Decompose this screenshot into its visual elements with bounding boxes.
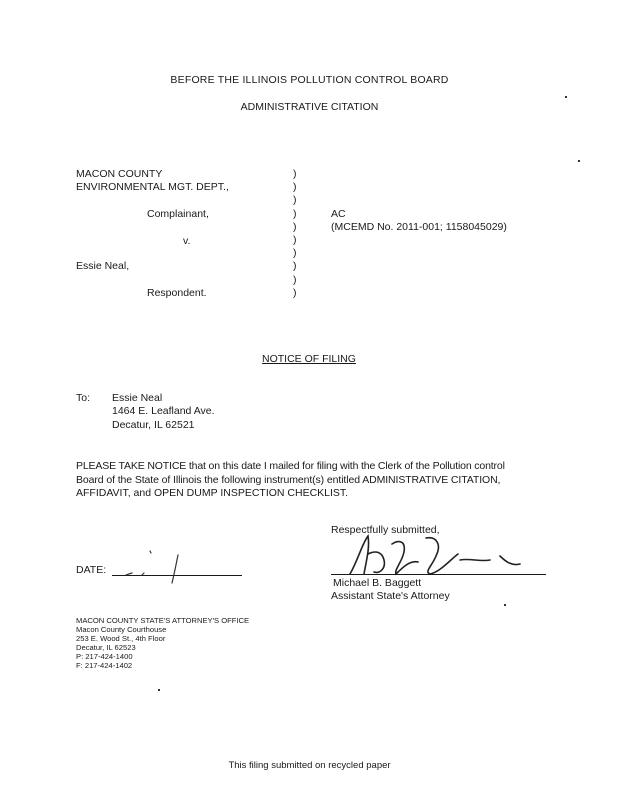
signer-name: Michael B. Baggett [333, 577, 422, 589]
notice-heading: NOTICE OF FILING [262, 353, 356, 365]
complainant-role: Complainant, [147, 208, 209, 220]
scan-speck [578, 160, 580, 162]
paren-mark: ) [293, 181, 297, 194]
office-line-5: P: 217-424-1400 [76, 652, 133, 661]
case-label: AC [331, 208, 346, 220]
complainant-line-2: ENVIRONMENTAL MGT. DEPT., [76, 181, 229, 193]
complainant-line-1: MACON COUNTY [76, 168, 163, 180]
recipient-street: 1464 E. Leafland Ave. [112, 405, 215, 417]
signature-line [331, 574, 546, 575]
handwritten-signature-image [340, 530, 540, 578]
paren-mark: ) [293, 273, 297, 286]
to-label: To: [76, 392, 91, 404]
signature-closing: Respectfully submitted, [331, 524, 440, 536]
scan-speck [158, 689, 160, 691]
signer-title: Assistant State's Attorney [331, 590, 450, 602]
respondent-role: Respondent. [147, 287, 207, 299]
case-number: (MCEMD No. 2011-001; 1158045029) [331, 221, 507, 233]
document-title: BEFORE THE ILLINOIS POLLUTION CONTROL BOARD [170, 74, 449, 86]
paren-mark: ) [293, 260, 297, 273]
document-subtitle: ADMINISTRATIVE CITATION [240, 101, 379, 113]
notice-body-line-1: PLEASE TAKE NOTICE that on this date I mailed for filing with the Clerk of the Pollution control [76, 460, 505, 472]
paren-mark: ) [293, 247, 297, 260]
office-line-1: MACON COUNTY STATE'S ATTORNEY'S OFFICE [76, 616, 250, 625]
notice-body-line-3: AFFIDAVIT, and OPEN DUMP INSPECTION CHECKLIST. [76, 487, 349, 499]
handwritten-date-image [120, 545, 200, 585]
date-label: DATE: [76, 564, 107, 576]
office-line-2: Macon County Courthouse [76, 625, 167, 634]
office-line-4: Decatur, IL 62523 [76, 643, 136, 652]
caption-parentheses [293, 168, 297, 300]
paren-mark: ) [293, 234, 297, 247]
paren-mark: ) [293, 168, 297, 180]
notice-body-line-2: Board of the State of Illinois the following instrument(s) entitled ADMINISTRATIVE CITATION, [76, 474, 501, 486]
recipient-city: Decatur, IL 62521 [112, 419, 195, 431]
office-line-3: 253 E. Wood St., 4th Floor [76, 634, 166, 643]
footer-note: This filing submitted on recycled paper [228, 760, 391, 771]
paren-mark: ) [293, 207, 297, 220]
recipient-name: Essie Neal [112, 392, 163, 404]
paren-mark: ) [293, 194, 297, 207]
respondent-name: Essie Neal, [76, 260, 130, 272]
versus-text: v. [183, 235, 191, 247]
paren-mark: ) [293, 286, 297, 299]
paren-mark: ) [293, 220, 297, 233]
scan-speck [565, 96, 567, 98]
scan-speck [504, 604, 506, 606]
office-line-6: F: 217-424-1402 [76, 661, 133, 670]
